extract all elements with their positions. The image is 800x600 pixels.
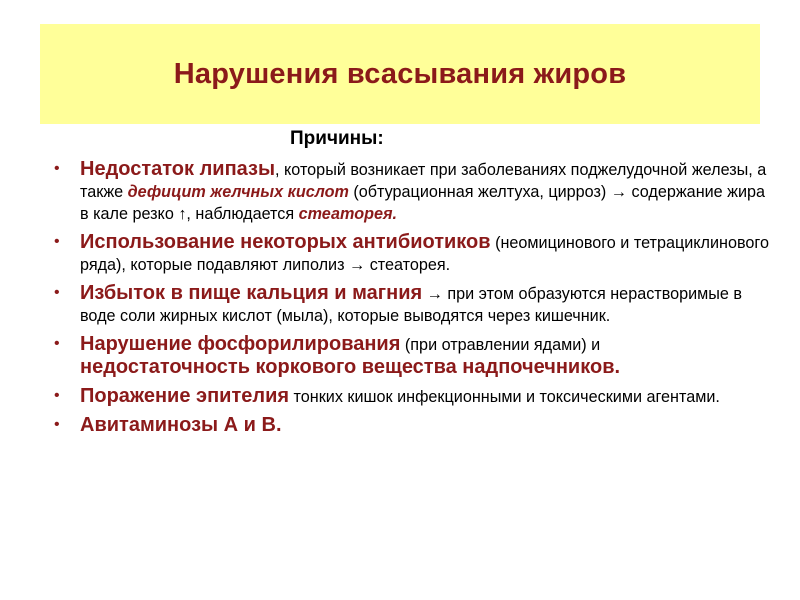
item-text: (обтурационная желтуха, цирроз) → содержание жира в кале резко ↑, наблюдается <box>80 183 766 223</box>
item-text: (неомицинового и тетрациклинового ряда), которые подавляют липолиз → стеаторея. <box>80 234 769 274</box>
item-highlight: стеаторея. <box>298 205 397 223</box>
list-item-epithelium <box>50 385 770 408</box>
item-text: , который возникает при заболеваниях поджелудочной железы, а также <box>80 161 767 201</box>
item-text: (при отравлении ядами) и <box>400 336 601 354</box>
item-highlight: недостаточность коркового вещества надпочечников. <box>80 356 621 378</box>
bullet-icon: • <box>54 387 60 404</box>
bullet-icon: • <box>54 335 60 352</box>
item-highlight: Поражение эпителия <box>80 385 290 407</box>
list-item-phosphorylation <box>50 333 770 379</box>
list-item-lipase <box>50 158 770 225</box>
item-highlight: Недостаток липазы <box>80 158 276 180</box>
list-item-calcium <box>50 282 770 327</box>
item-highlight: Избыток в пище кальция и магния <box>80 282 423 304</box>
bullet-icon: • <box>54 233 60 250</box>
item-highlight: Нарушение фосфорилирования <box>80 333 401 355</box>
list-item-antibiotics <box>50 231 770 276</box>
item-highlight: Использование некоторых антибиотиков <box>80 231 491 253</box>
bullet-icon: • <box>54 416 60 433</box>
item-text: тонких кишок инфекционными и токсическими агентами. <box>289 388 720 406</box>
item-highlight: Авитаминозы А и В. <box>80 414 282 436</box>
causes-heading: Причины: <box>290 128 384 149</box>
causes-list <box>50 158 770 443</box>
title-band <box>40 24 760 124</box>
list-item-avitaminosis <box>50 414 770 437</box>
item-text: → при этом образуются нерастворимые в воде соли жирных кислот (мыла), которые выводятся через кишечник. <box>80 285 743 325</box>
bullet-icon: • <box>54 284 60 301</box>
slide-title: Нарушения всасывания жиров <box>173 57 627 90</box>
item-highlight: дефицит желчных кислот <box>127 183 349 201</box>
bullet-icon: • <box>54 160 60 177</box>
